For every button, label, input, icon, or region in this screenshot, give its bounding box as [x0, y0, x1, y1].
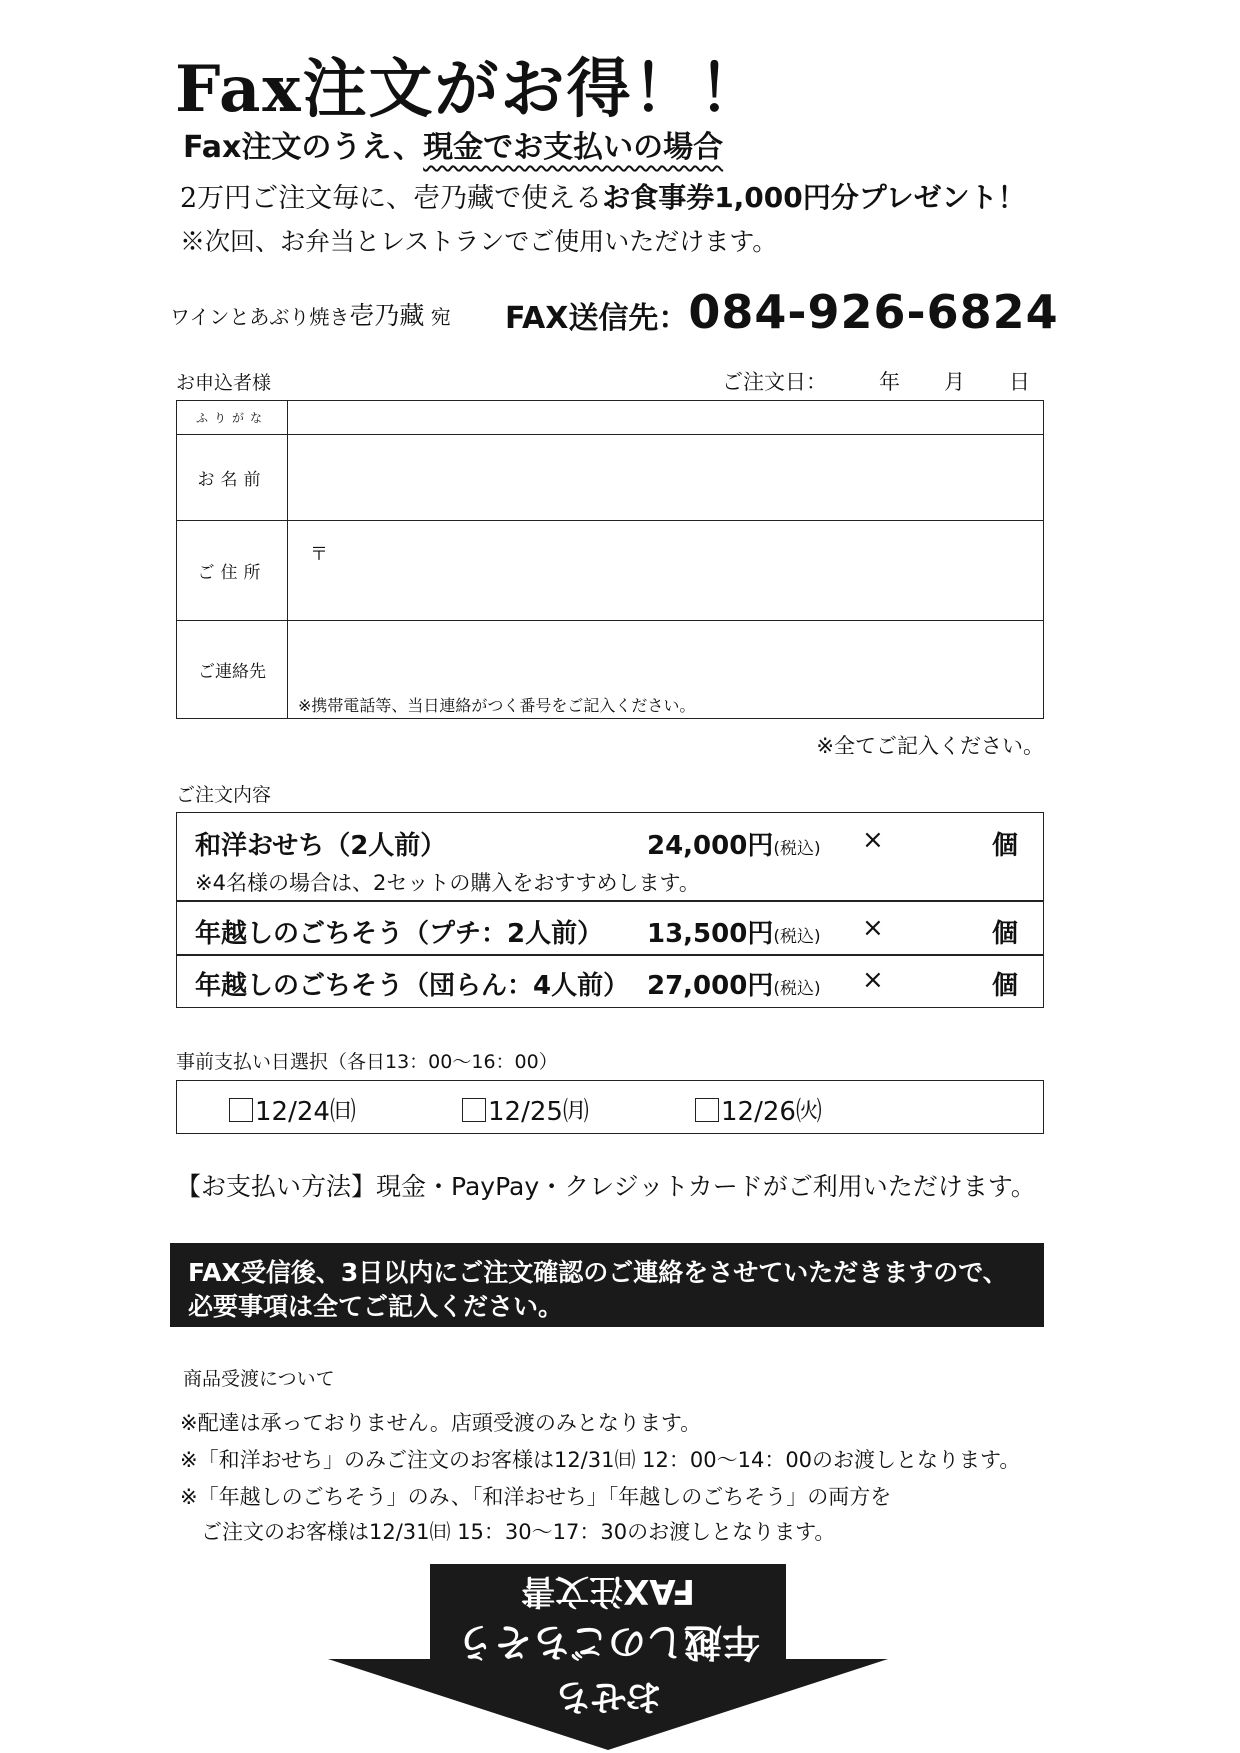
item-name: 和洋おせち（2人前）	[195, 831, 447, 861]
shop-address-line	[170, 296, 451, 332]
furigana-field[interactable]	[288, 401, 1044, 435]
notice-line-1: FAX受信後、3日以内にご注文確認のご連絡をさせていただきますので、	[188, 1258, 1008, 1287]
arrow-text-osechi: おせち	[554, 1676, 662, 1717]
delivery-note: ※「和洋おせち」のみご注文のお客様は12/31㈰ 12：00〜14：00のお渡しとなります。	[180, 1448, 1021, 1472]
item-name: 年越しのごちそう（プチ：2人前）	[195, 919, 604, 949]
payment-date-box	[176, 1080, 1044, 1134]
checkbox[interactable]	[229, 1098, 253, 1122]
subtitle-emphasis: 現金でお支払いの場合	[423, 130, 724, 165]
checkbox[interactable]	[695, 1098, 719, 1122]
item-price: 24,000円(税込)	[647, 831, 821, 861]
delivery-title: 商品受渡について	[183, 1368, 335, 1390]
applicant-form	[176, 400, 1044, 719]
fill-all-note: ※全てご記入ください。	[816, 734, 1044, 758]
item-price: 27,000円(税込)	[647, 971, 821, 1001]
delivery-note: ご注文のお客様は12/31㈰ 15：30〜17：30のお渡しとなります。	[180, 1520, 836, 1544]
shop-prefix: ワインとあぶり焼き	[170, 305, 350, 329]
postal-mark: 〒	[310, 544, 328, 565]
shop-suffix: 宛	[430, 305, 451, 329]
subtitle-plain: Fax注文のうえ、	[183, 130, 424, 165]
day-label: 日	[1009, 370, 1030, 394]
date-option-1224[interactable]: 12/24㈰	[229, 1091, 356, 1128]
payment-date-label: 事前支払い日選択（各日13：00〜16：00）	[176, 1051, 558, 1073]
promo-bold: お食事券1,000円分プレゼント！	[602, 181, 1026, 214]
promo-note: ※次回、お弁当とレストランでご使用いただけます。	[180, 227, 778, 256]
item-price: 13,500円(税込)	[647, 919, 821, 949]
order-row[interactable]	[176, 900, 1044, 956]
order-date-line	[722, 366, 1030, 396]
promo-plain: 2万円ご注文毎に、壱乃藏で使える	[180, 183, 603, 214]
notice-line-2: 必要事項は全てご記入ください。	[188, 1292, 564, 1321]
fax-destination	[505, 285, 1059, 339]
page-title: Fax注文がお得！！	[175, 52, 765, 127]
tax-label: (税込)	[773, 979, 821, 999]
date-option-1226[interactable]: 12/26㈫	[695, 1091, 822, 1128]
times-mark: ×	[862, 825, 884, 855]
order-section-label: ご注文内容	[176, 784, 272, 806]
furigana-label: ふりがな	[177, 401, 288, 435]
applicant-section-label: お申込者様	[176, 372, 272, 394]
address-label: ご住所	[177, 521, 288, 621]
date-option-1225[interactable]: 12/25㈪	[462, 1091, 589, 1128]
year-label: 年	[879, 370, 900, 394]
promo-line	[180, 176, 1026, 216]
fax-label: FAX送信先：	[505, 301, 689, 336]
payment-methods: 【お支払い方法】現金・PayPay・クレジットカードがご利用いただけます。	[176, 1172, 1036, 1201]
contact-label: ご連絡先	[177, 621, 288, 719]
contact-note: ※携帯電話等、当日連絡がつく番号をご記入ください。	[298, 696, 696, 715]
item-note: ※4名様の場合は、2セットの購入をおすすめします。	[195, 871, 700, 895]
notice-banner	[170, 1243, 1044, 1327]
unit-label: 個	[992, 919, 1019, 949]
tax-label: (税込)	[773, 839, 821, 859]
month-label: 月	[944, 370, 965, 394]
arrow-text-dishes: 年越しのごちそう	[456, 1620, 761, 1664]
name-field[interactable]	[288, 435, 1044, 521]
times-mark: ×	[862, 913, 884, 943]
times-mark: ×	[862, 965, 884, 995]
subtitle	[183, 122, 723, 166]
arrow-banner	[328, 1564, 888, 1750]
arrow-text-form: FAX注文書	[521, 1571, 695, 1611]
item-name: 年越しのごちそう（団らん：4人前）	[195, 971, 630, 1001]
unit-label: 個	[992, 831, 1019, 861]
delivery-note: ※「年越しのごちそう」のみ、「和洋おせち」「年越しのごちそう」の両方を	[180, 1485, 892, 1509]
tax-label: (税込)	[773, 927, 821, 947]
shop-name: 壱乃藏	[349, 301, 425, 330]
unit-label: 個	[992, 971, 1019, 1001]
fax-number: 084-926-6824	[688, 285, 1059, 339]
address-field[interactable]	[288, 521, 1044, 621]
delivery-note: ※配達は承っておりません。店頭受渡のみとなります。	[180, 1411, 702, 1435]
name-label: お名前	[177, 435, 288, 521]
checkbox[interactable]	[462, 1098, 486, 1122]
order-row[interactable]	[176, 812, 1044, 902]
order-date-label: ご注文日：	[722, 370, 827, 394]
order-row[interactable]	[176, 954, 1044, 1008]
